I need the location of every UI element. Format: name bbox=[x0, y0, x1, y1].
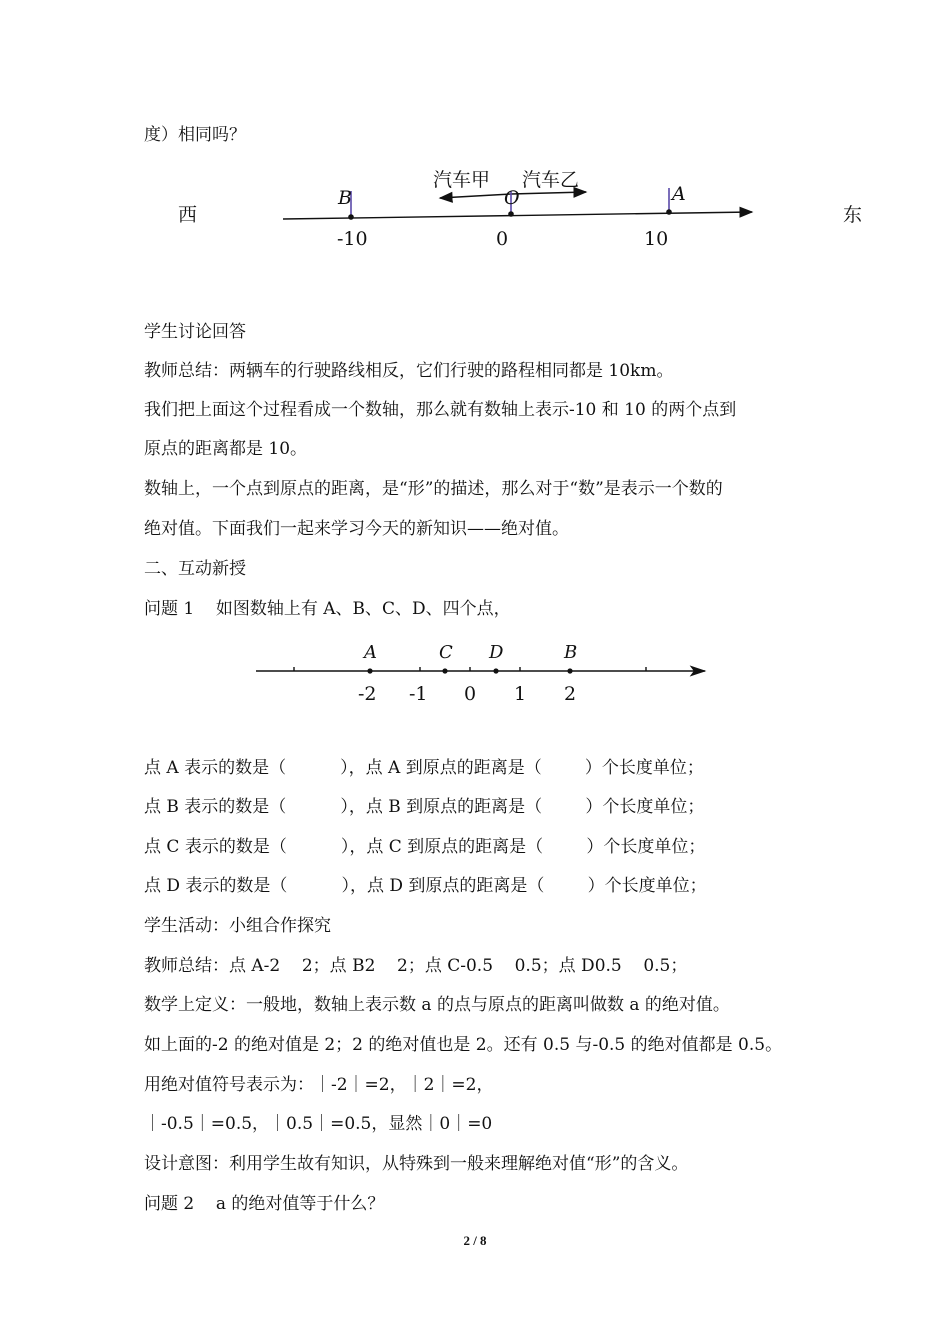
point-d-dot bbox=[493, 668, 498, 673]
tick-label-neg1: -1 bbox=[409, 683, 428, 705]
text-line: 点 D 表示的数是（ ），点 D 到原点的距离是（ ）个长度单位； bbox=[144, 876, 707, 896]
text-line: 我们把上面这个过程看成一个数轴，那么就有数轴上表示-10 和 10 的两个点到 bbox=[144, 400, 737, 420]
text-line: 学生活动：小组合作探究 bbox=[144, 916, 331, 936]
text-line: 绝对值。下面我们一起来学习今天的新知识——绝对值。 bbox=[144, 519, 569, 539]
point-a-label: A bbox=[364, 642, 377, 663]
point-b-dot bbox=[567, 668, 572, 673]
west-label: 西 bbox=[178, 204, 198, 226]
text-line: 原点的距离都是 10。 bbox=[144, 439, 308, 459]
point-c-dot bbox=[442, 668, 447, 673]
tick-label-10: 10 bbox=[644, 228, 669, 250]
tick-label-0: 0 bbox=[496, 228, 509, 250]
text-line: 点 B 表示的数是（ ），点 B 到原点的距离是（ ）个长度单位； bbox=[144, 797, 705, 817]
tick-label-0: 0 bbox=[464, 683, 477, 705]
text-line: 学生讨论回答 bbox=[144, 322, 246, 342]
car-a-label: 汽车甲 bbox=[433, 169, 491, 191]
text-line: 点 C 表示的数是（ ），点 C 到原点的距离是（ ）个长度单位； bbox=[144, 837, 706, 857]
text-line: 数学上定义：一般地，数轴上表示数 a 的点与原点的距离叫做数 a 的绝对值。 bbox=[144, 995, 730, 1015]
point-b-label: B bbox=[338, 187, 352, 209]
car-b-label: 汽车乙 bbox=[522, 169, 580, 191]
text-line: ｜-0.5｜=0.5，｜0.5｜=0.5，显然｜0｜=0 bbox=[144, 1114, 493, 1134]
text-line: 设计意图：利用学生故有知识，从特殊到一般来理解绝对值“形”的含义。 bbox=[144, 1154, 689, 1174]
point-b-label: B bbox=[564, 642, 578, 663]
text-line: 教师总结：点 A-2 2；点 B2 2；点 C-0.5 0.5；点 D0.5 0.5； bbox=[144, 956, 688, 976]
text-line: 点 A 表示的数是（ ），点 A 到原点的距离是（ ）个长度单位； bbox=[144, 758, 704, 778]
text-line: 二、互动新授 bbox=[144, 559, 246, 579]
text-line: 如上面的-2 的绝对值是 2；2 的绝对值也是 2。还有 0.5 与-0.5 的绝对值都是 0.5。 bbox=[144, 1035, 783, 1055]
point-a-label: A bbox=[672, 183, 686, 205]
text-line: 教师总结：两辆车的行驶路线相反，它们行驶的路程相同都是 10km。 bbox=[144, 361, 674, 381]
point-d-label: D bbox=[489, 642, 504, 663]
text-line: 用绝对值符号表示为：｜-2｜=2，｜2｜=2， bbox=[144, 1075, 494, 1095]
point-a-dot bbox=[367, 668, 372, 673]
text-line: 问题 2 a 的绝对值等于什么？ bbox=[144, 1194, 385, 1214]
tick-label-1: 1 bbox=[514, 683, 527, 705]
tick-label-neg10: -10 bbox=[337, 228, 368, 250]
tick-label-2: 2 bbox=[564, 683, 577, 705]
point-c-label: C bbox=[439, 642, 453, 663]
text-line: 问题 1 如图数轴上有 A、B、C、D、四个点， bbox=[144, 599, 511, 619]
text-line: 度）相同吗？ bbox=[144, 125, 246, 145]
text-line: 数轴上，一个点到原点的距离，是“形”的描述，那么对于“数”是表示一个数的 bbox=[144, 479, 723, 499]
point-o-label: O bbox=[504, 187, 520, 209]
tick-label-neg2: -2 bbox=[358, 683, 377, 705]
page-number: 2 / 8 bbox=[463, 1233, 487, 1248]
east-label: 东 bbox=[843, 204, 863, 226]
